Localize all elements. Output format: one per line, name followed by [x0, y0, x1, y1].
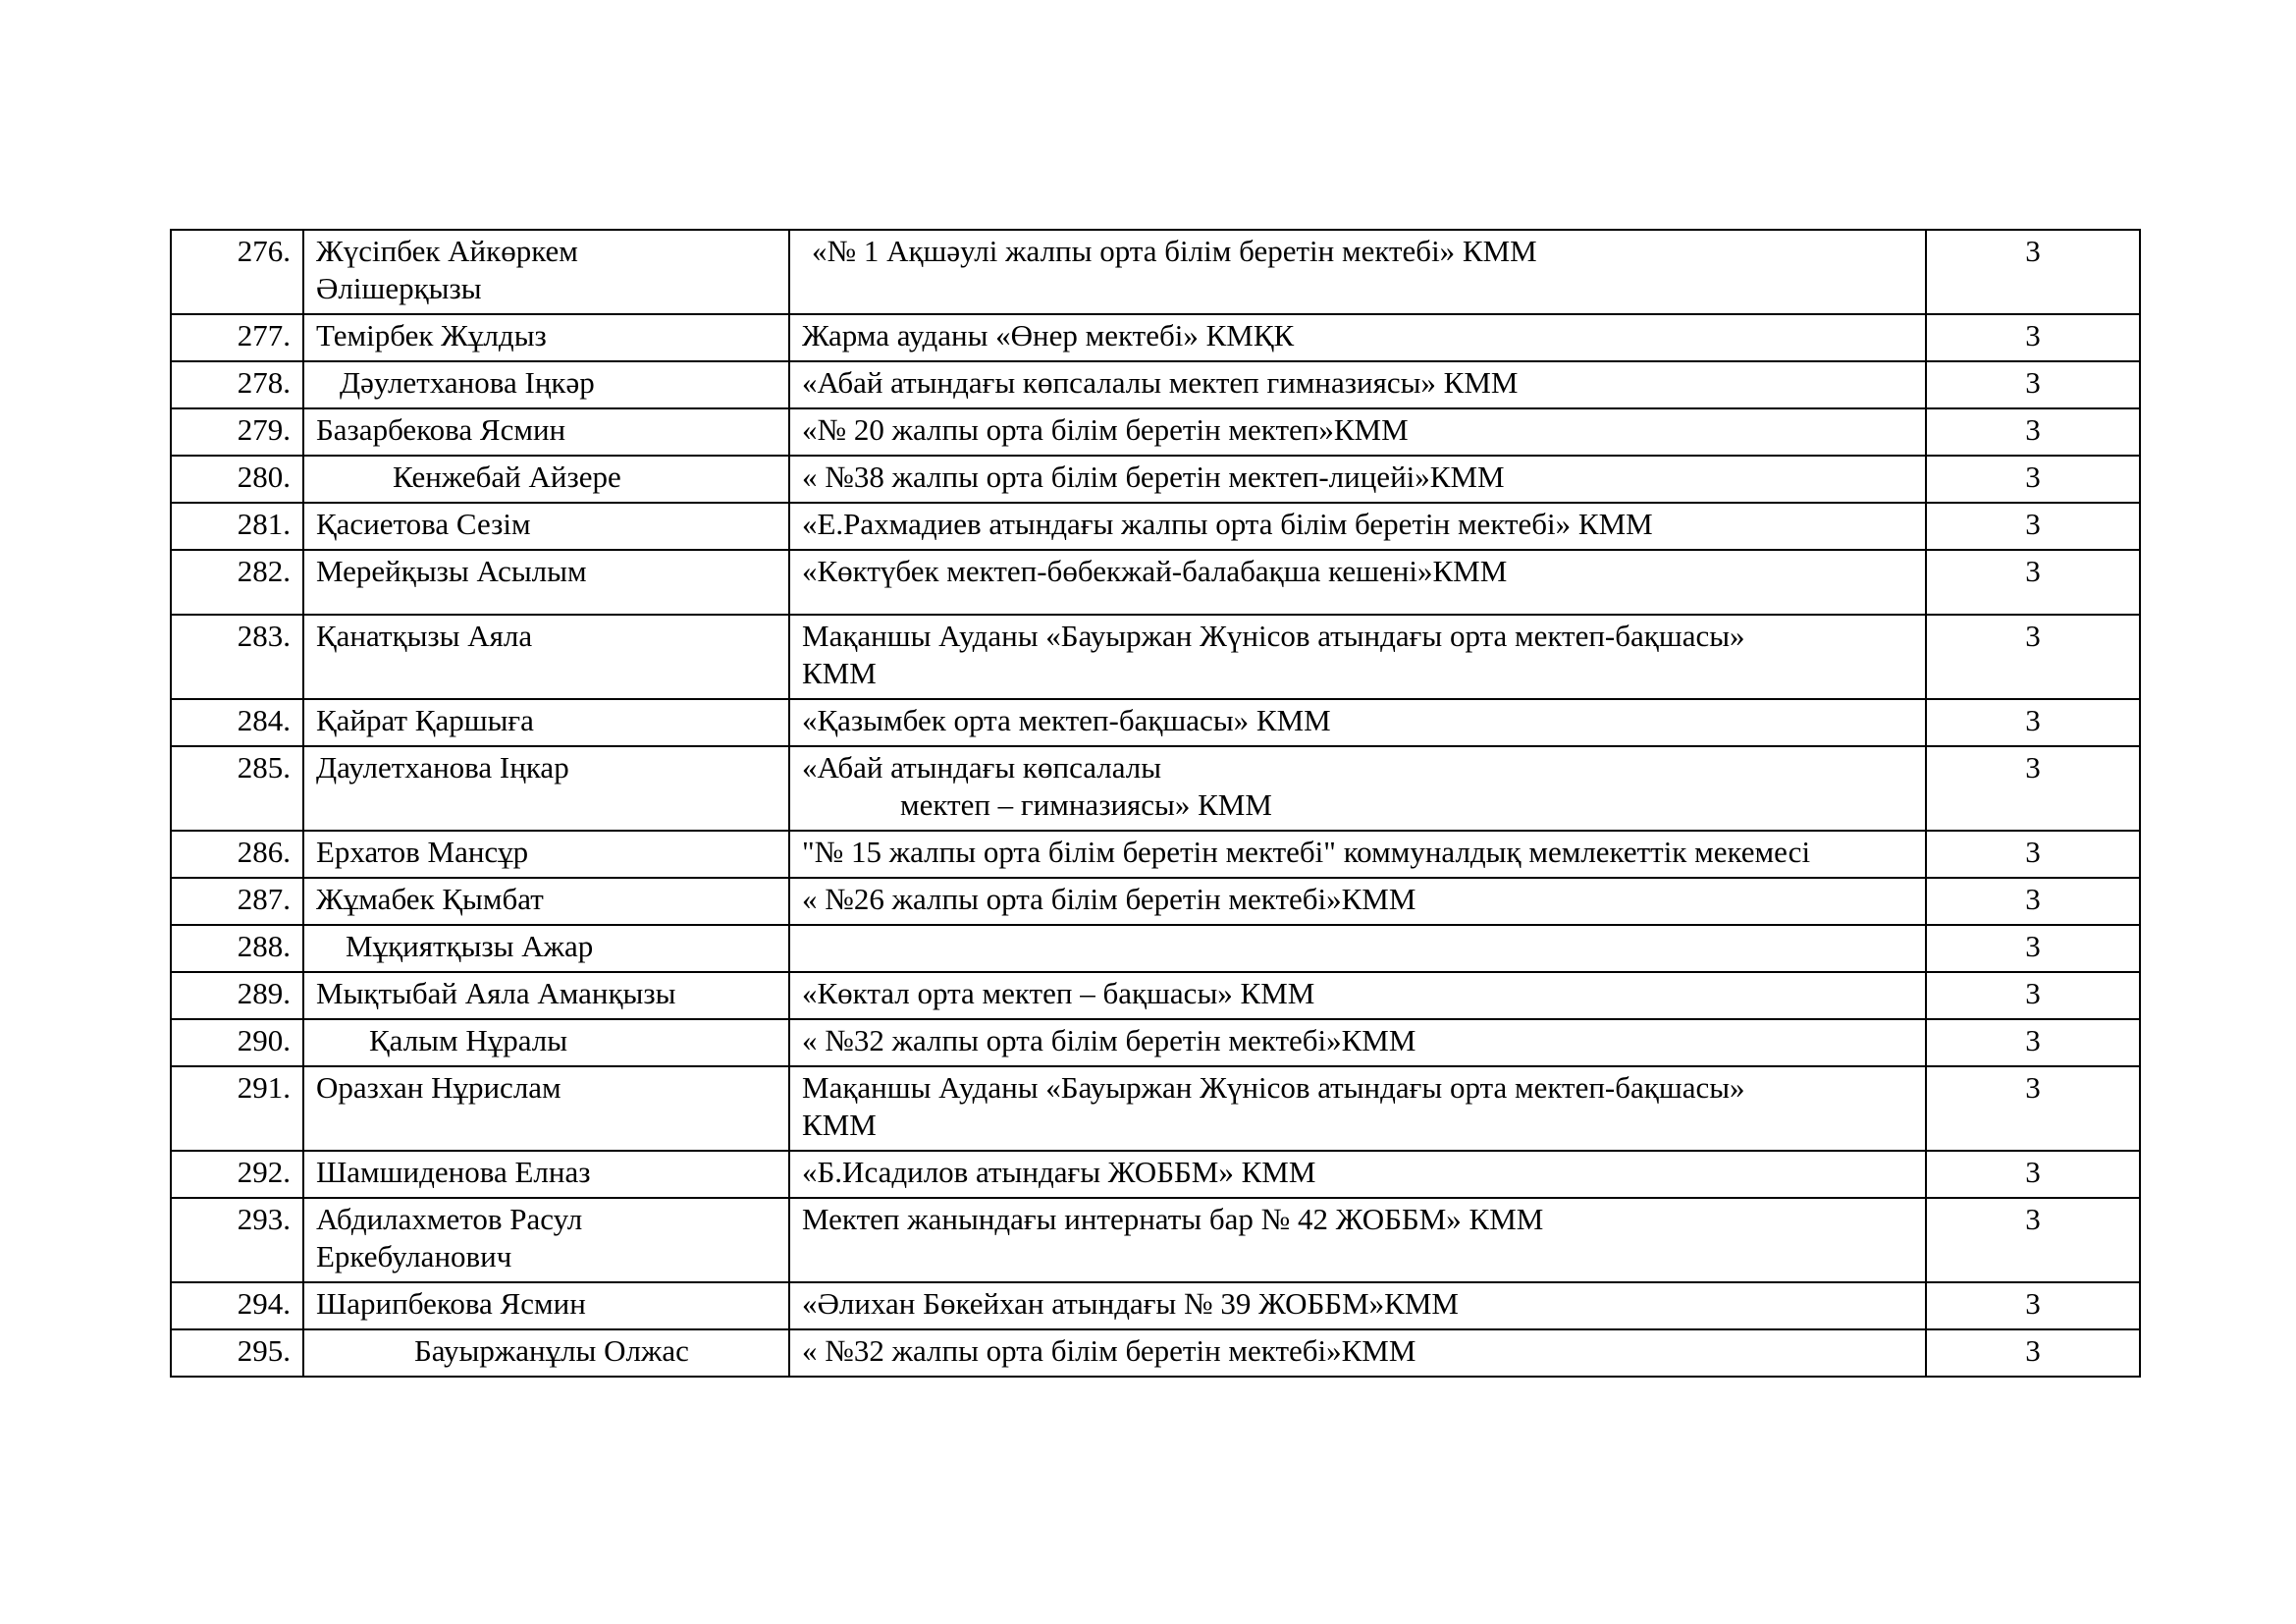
- participant-name: Қасиетова Сезім: [303, 503, 789, 550]
- organization: «Абай атындағы көпсалалы мектеп гимназиясы» КММ: [789, 361, 1926, 408]
- score: 3: [1926, 503, 2140, 550]
- participant-name: Жұмабек Қымбат: [303, 878, 789, 925]
- participant-name: Жүсіпбек Айкөркем Әлішерқызы: [303, 230, 789, 314]
- row-number: 281.: [171, 503, 303, 550]
- score: 3: [1926, 1066, 2140, 1151]
- row-number: 286.: [171, 831, 303, 878]
- participant-name: Даулетханова Іңкар: [303, 746, 789, 831]
- score: 3: [1926, 831, 2140, 878]
- participant-name: Мерейқызы Асылым: [303, 550, 789, 615]
- table-row: [171, 615, 2140, 699]
- table-row: [171, 972, 2140, 1019]
- row-number: 295.: [171, 1329, 303, 1377]
- participant-name: Темірбек Жұлдыз: [303, 314, 789, 361]
- row-number: 291.: [171, 1066, 303, 1151]
- score: 3: [1926, 550, 2140, 615]
- participant-name: Кенжебай Айзере: [303, 456, 789, 503]
- table-row: [171, 503, 2140, 550]
- score: 3: [1926, 1019, 2140, 1066]
- table-row: [171, 925, 2140, 972]
- row-number: 292.: [171, 1151, 303, 1198]
- participant-name: Бауыржанұлы Олжас: [303, 1329, 789, 1377]
- row-number: 293.: [171, 1198, 303, 1282]
- score: 3: [1926, 972, 2140, 1019]
- participant-name: Мықтыбай Аяла Аманқызы: [303, 972, 789, 1019]
- score: 3: [1926, 746, 2140, 831]
- participant-name: Дәулетханова Іңкәр: [303, 361, 789, 408]
- organization: Жарма ауданы «Өнер мектебі» КМҚК: [789, 314, 1926, 361]
- table-row: [171, 746, 2140, 831]
- table-row: [171, 550, 2140, 615]
- organization: Мақаншы Ауданы «Бауыржан Жүнісов атындағы орта мектеп-бақшасы» КММ: [789, 1066, 1926, 1151]
- participant-name: Оразхан Нұрислам: [303, 1066, 789, 1151]
- table-row: [171, 230, 2140, 314]
- table-row: [171, 831, 2140, 878]
- table-row: [171, 1329, 2140, 1377]
- score: 3: [1926, 615, 2140, 699]
- table-row: [171, 1019, 2140, 1066]
- participant-name: Шамшиденова Елназ: [303, 1151, 789, 1198]
- score: 3: [1926, 1151, 2140, 1198]
- organization: «№ 1 Ақшәулі жалпы орта білім беретін мектебі» КММ: [789, 230, 1926, 314]
- score: 3: [1926, 699, 2140, 746]
- score: 3: [1926, 456, 2140, 503]
- table-row: [171, 314, 2140, 361]
- organization: «Әлихан Бөкейхан атындағы № 39 ЖОББМ»КММ: [789, 1282, 1926, 1329]
- organization: "№ 15 жалпы орта білім беретін мектебі" коммуналдық мемлекеттік мекемесі: [789, 831, 1926, 878]
- row-number: 278.: [171, 361, 303, 408]
- table-row: [171, 878, 2140, 925]
- organization: «Абай атындағы көпсалалы мектеп – гимназиясы» КММ: [789, 746, 1926, 831]
- row-number: 276.: [171, 230, 303, 314]
- table-row: [171, 361, 2140, 408]
- row-number: 290.: [171, 1019, 303, 1066]
- organization: «Көктүбек мектеп-бөбекжай-балабақша кешені»КММ: [789, 550, 1926, 615]
- score: 3: [1926, 230, 2140, 314]
- score: 3: [1926, 878, 2140, 925]
- score: 3: [1926, 1198, 2140, 1282]
- row-number: 289.: [171, 972, 303, 1019]
- score: 3: [1926, 408, 2140, 456]
- score: 3: [1926, 925, 2140, 972]
- organization: « №38 жалпы орта білім беретін мектеп-лицейі»КММ: [789, 456, 1926, 503]
- table-row: [171, 456, 2140, 503]
- participant-name: Мұқиятқызы Ажар: [303, 925, 789, 972]
- participant-name: Ерхатов Мансұр: [303, 831, 789, 878]
- participant-name: Шарипбекова Ясмин: [303, 1282, 789, 1329]
- row-number: 279.: [171, 408, 303, 456]
- row-number: 277.: [171, 314, 303, 361]
- table-row: [171, 699, 2140, 746]
- row-number: 284.: [171, 699, 303, 746]
- participant-name: Қанатқызы Аяла: [303, 615, 789, 699]
- organization: « №32 жалпы орта білім беретін мектебі»КММ: [789, 1019, 1926, 1066]
- table-row: [171, 1282, 2140, 1329]
- row-number: 285.: [171, 746, 303, 831]
- row-number: 282.: [171, 550, 303, 615]
- organization: « №26 жалпы орта білім беретін мектебі»КММ: [789, 878, 1926, 925]
- organization: [789, 925, 1926, 972]
- participant-name: Абдилахметов Расул Еркебуланович: [303, 1198, 789, 1282]
- row-number: 280.: [171, 456, 303, 503]
- row-number: 287.: [171, 878, 303, 925]
- participant-name: Қалым Нұралы: [303, 1019, 789, 1066]
- table-row: [171, 1198, 2140, 1282]
- participants-table: [170, 229, 2141, 1378]
- organization: «Б.Исадилов атындағы ЖОББМ» КММ: [789, 1151, 1926, 1198]
- row-number: 294.: [171, 1282, 303, 1329]
- row-number: 288.: [171, 925, 303, 972]
- score: 3: [1926, 1282, 2140, 1329]
- participant-name: Қайрат Қаршыға: [303, 699, 789, 746]
- organization: Мектеп жанындағы интернаты бар № 42 ЖОББМ» КММ: [789, 1198, 1926, 1282]
- score: 3: [1926, 361, 2140, 408]
- table-row: [171, 408, 2140, 456]
- organization: Мақаншы Ауданы «Бауыржан Жүнісов атындағы орта мектеп-бақшасы» КММ: [789, 615, 1926, 699]
- organization: «Е.Рахмадиев атындағы жалпы орта білім беретін мектебі» КММ: [789, 503, 1926, 550]
- table-row: [171, 1151, 2140, 1198]
- organization: «№ 20 жалпы орта білім беретін мектеп»КММ: [789, 408, 1926, 456]
- organization: «Қазымбек орта мектеп-бақшасы» КММ: [789, 699, 1926, 746]
- participant-name: Базарбекова Ясмин: [303, 408, 789, 456]
- row-number: 283.: [171, 615, 303, 699]
- score: 3: [1926, 314, 2140, 361]
- organization: « №32 жалпы орта білім беретін мектебі»КММ: [789, 1329, 1926, 1377]
- organization: «Көктал орта мектеп – бақшасы» КММ: [789, 972, 1926, 1019]
- score: 3: [1926, 1329, 2140, 1377]
- table-row: [171, 1066, 2140, 1151]
